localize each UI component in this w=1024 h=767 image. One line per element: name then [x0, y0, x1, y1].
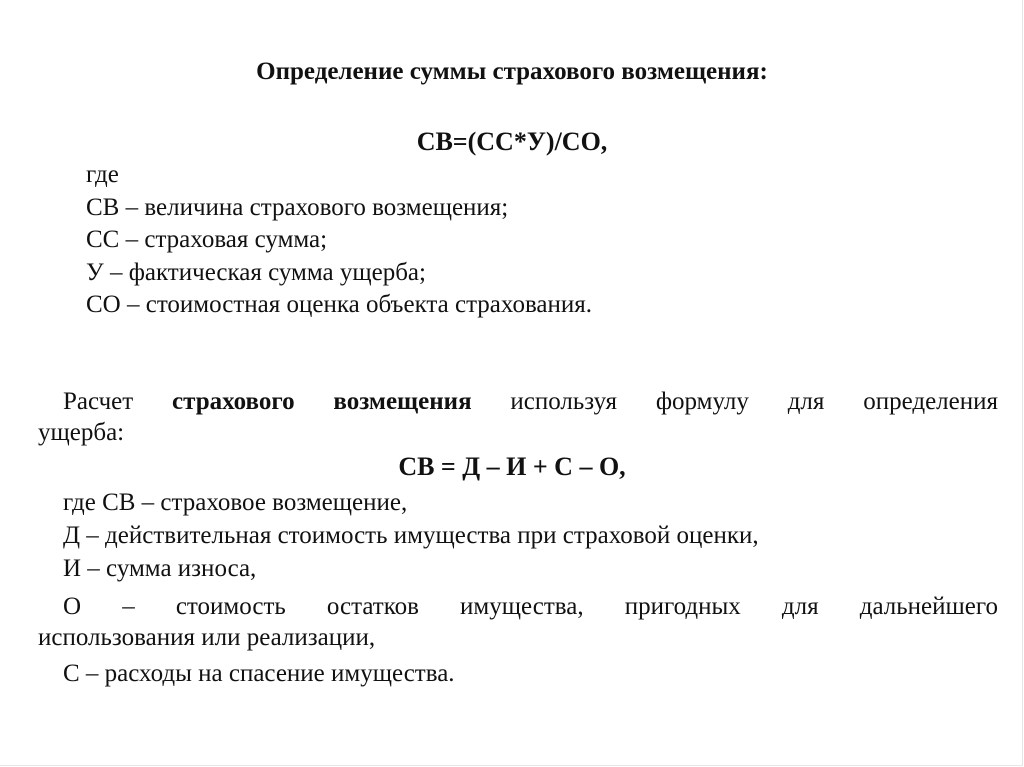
definition-ss: СС – страховая сумма;	[86, 226, 328, 253]
intro-word: используя	[510, 388, 618, 415]
definition-so: СО – стоимостная оценка объекта страхования.	[86, 291, 593, 318]
intro-bold-word: возмещения	[333, 388, 472, 415]
definition-o-line-2: использования или реализации,	[38, 624, 376, 651]
paragraph-calculation-line-1	[63, 387, 998, 417]
formula-1-definitions	[86, 159, 592, 322]
definition-sv: СВ – величина страхового возмещения;	[86, 193, 509, 221]
definition-where: где	[86, 161, 119, 188]
intro-word: определения	[863, 388, 999, 415]
definition-c: С – расходы на спасение имущества.	[63, 660, 455, 687]
definition-sv-2: где СВ – страховое возмещение,	[63, 489, 408, 516]
paragraph-calculation-line-2: ущерба:	[38, 419, 125, 446]
formula-insurance-compensation: СВ=(СС*У)/СО,	[416, 127, 608, 156]
slide-title: Определение суммы страхового возмещения:	[256, 58, 768, 85]
definition-i: И – сумма износа,	[63, 555, 257, 582]
definition-o-line-1: О – стоимость остатков имущества, пригодных для дальнейшего	[63, 593, 998, 620]
paragraph-calculation-intro	[63, 387, 998, 417]
intro-bold-word: страхового	[172, 388, 295, 415]
intro-word: для	[787, 388, 825, 415]
definition-o	[63, 592, 998, 622]
formula-damage: СВ = Д – И + С – О,	[398, 452, 626, 481]
intro-word: Расчет	[63, 388, 134, 415]
formula-2-definitions	[63, 486, 759, 585]
definition-u: У – фактическая сумма ущерба;	[86, 258, 426, 286]
intro-word: формулу	[655, 388, 749, 415]
definition-d: Д – действительная стоимость имущества при страховой оценки,	[63, 522, 759, 549]
